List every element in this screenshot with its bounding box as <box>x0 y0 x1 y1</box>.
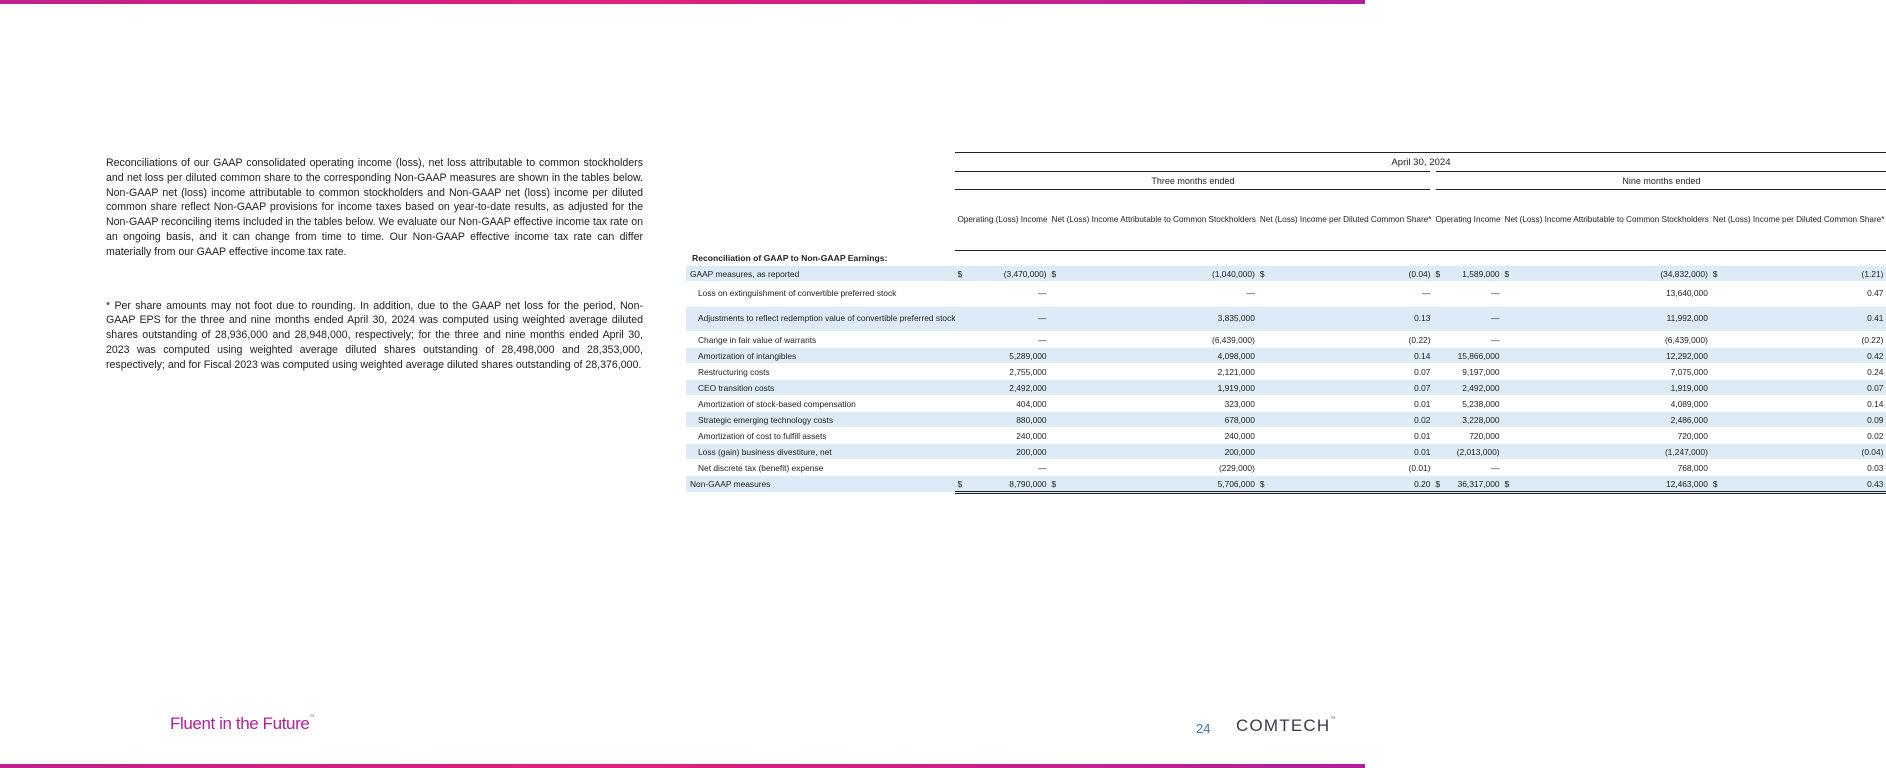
currency-symbol: $ <box>1259 268 1265 279</box>
cell-value: (6,439,000) <box>1050 332 1258 348</box>
cell-value: 1,589,000 <box>1462 268 1500 279</box>
cell-value: 200,000 <box>1050 444 1258 460</box>
cell-value: 0.09 <box>1711 412 1886 428</box>
cell-value: 0.07 <box>1258 364 1434 380</box>
cell-value: 1,919,000 <box>1503 380 1711 396</box>
cell-value: 7,075,000 <box>1503 364 1711 380</box>
col-header: Operating (Loss) Income <box>955 190 1049 251</box>
cell-value: 5,289,000 <box>955 348 1049 364</box>
cell-value: (0.22) <box>1711 332 1886 348</box>
row-label: Loss (gain) business divestiture, net <box>686 444 955 460</box>
cell-value: (2,013,000) <box>1433 444 1502 460</box>
cell-value: 240,000 <box>955 428 1049 444</box>
cell-value: 0.24 <box>1711 364 1886 380</box>
cell-value: 2,486,000 <box>1503 412 1711 428</box>
table-row <box>686 428 1886 444</box>
cell-value: 0.07 <box>1711 380 1886 396</box>
cell-value: — <box>955 307 1049 332</box>
section-header-row <box>686 251 1886 267</box>
cell-value: 720,000 <box>1433 428 1502 444</box>
cell-value: (3,470,000) <box>1003 268 1047 279</box>
cell-value: 12,463,000 <box>1665 478 1708 489</box>
cell-value: 0.43 <box>1867 478 1884 489</box>
table-date-header-row <box>686 153 1886 172</box>
cell-value: 11,992,000 <box>1503 307 1711 332</box>
cell-value: 12,292,000 <box>1503 348 1711 364</box>
table-column-header-row <box>686 190 1886 251</box>
cell-value: — <box>1433 307 1502 332</box>
cell-value: 5,706,000 <box>1217 478 1255 489</box>
cell-value: (1,040,000) <box>1212 268 1255 279</box>
cell-value: — <box>955 332 1049 348</box>
table-period-header-row <box>686 172 1886 190</box>
currency-symbol: $ <box>1712 478 1718 489</box>
col-header: Operating Income <box>1433 190 1502 251</box>
table-row <box>686 444 1886 460</box>
page-number: 24 <box>1196 721 1211 736</box>
row-label: GAAP measures, as reported <box>686 266 955 282</box>
cell-value: — <box>955 282 1049 307</box>
logo-trademark: ™ <box>1330 716 1336 722</box>
cell-value: 3,228,000 <box>1433 412 1502 428</box>
cell-value: 0.47 <box>1711 282 1886 307</box>
cell-value: (0.04) <box>1711 444 1886 460</box>
commentary-text <box>106 156 643 373</box>
cell-value: (229,000) <box>1050 460 1258 476</box>
cell-value: 15,866,000 <box>1433 348 1502 364</box>
table-row <box>686 348 1886 364</box>
cell-value: 0.13 <box>1258 307 1434 332</box>
row-label: Strategic emerging technology costs <box>686 412 955 428</box>
cell-value: (0.22) <box>1258 332 1434 348</box>
cell-value: 4,089,000 <box>1503 396 1711 412</box>
cell-value: 36,317,000 <box>1457 478 1500 489</box>
table-row <box>686 332 1886 348</box>
table-row <box>686 380 1886 396</box>
cell-value: 0.07 <box>1258 380 1434 396</box>
cell-value: 0.01 <box>1258 428 1434 444</box>
cell-value: 0.02 <box>1711 428 1886 444</box>
section-title: Reconciliation of GAAP to Non-GAAP Earnings: <box>692 252 888 263</box>
currency-symbol: $ <box>1435 478 1441 489</box>
currency-symbol: $ <box>1504 268 1510 279</box>
cell-value: 0.14 <box>1711 396 1886 412</box>
cell-value: 2,121,000 <box>1050 364 1258 380</box>
row-label: Amortization of intangibles <box>686 348 955 364</box>
cell-value: 2,492,000 <box>1433 380 1502 396</box>
cell-value: (34,832,000) <box>1660 268 1708 279</box>
cell-value: 0.01 <box>1258 396 1434 412</box>
period-three-months: Three months ended <box>955 172 1433 190</box>
cell-value: — <box>1258 282 1434 307</box>
cell-value: 0.03 <box>1711 460 1886 476</box>
cell-value: (6,439,000) <box>1503 332 1711 348</box>
cell-value: — <box>1050 282 1258 307</box>
cell-value: 0.20 <box>1414 478 1431 489</box>
cell-value: 768,000 <box>1503 460 1711 476</box>
row-label: CEO transition costs <box>686 380 955 396</box>
currency-symbol: $ <box>1435 268 1441 279</box>
col-header: Net (Loss) Income per Diluted Common Share* <box>1711 190 1886 251</box>
currency-symbol: $ <box>957 478 963 489</box>
row-label: Amortization of stock-based compensation <box>686 396 955 412</box>
cell-value: 1,919,000 <box>1050 380 1258 396</box>
date-header: April 30, 2024 <box>955 153 1886 172</box>
cell-value: 240,000 <box>1050 428 1258 444</box>
table-row <box>686 396 1886 412</box>
table-row <box>686 282 1886 307</box>
footnote-paragraph: * Per share amounts may not foot due to rounding. In addition, due to the GAAP net loss for the period, Non-GAAP EPS for the three and nine months ended April 30, 2024 was computed using weighted average diluted shares outstanding of 28,936,000 and 28,948,000, respectively; for the three and nine months ended April 30, 2023 was computed using weighted average diluted shares outstanding of 28,498,000 and 28,353,000, respectively; and for Fiscal 2023 was computed using weighted average diluted shares outstanding of 28,376,000. <box>106 299 643 371</box>
cell-value: — <box>1433 282 1502 307</box>
cell-value: 720,000 <box>1503 428 1711 444</box>
cell-value: (0.01) <box>1258 460 1434 476</box>
cell-value: 880,000 <box>955 412 1049 428</box>
row-label: Loss on extinguishment of convertible preferred stock <box>686 282 955 307</box>
bottom-accent-bar <box>0 764 1365 768</box>
currency-symbol: $ <box>957 268 963 279</box>
table-row <box>686 364 1886 380</box>
cell-value: 2,755,000 <box>955 364 1049 380</box>
cell-value: 4,098,000 <box>1050 348 1258 364</box>
cell-value: (1,247,000) <box>1503 444 1711 460</box>
cell-value: (0.04) <box>1408 268 1431 279</box>
currency-symbol: $ <box>1051 268 1057 279</box>
table-total-row <box>686 476 1886 493</box>
cell-value: 5,238,000 <box>1433 396 1502 412</box>
row-label: Change in fair value of warrants <box>686 332 955 348</box>
col-header: Net (Loss) Income per Diluted Common Share* <box>1258 190 1434 251</box>
cell-value: 0.42 <box>1711 348 1886 364</box>
table-row <box>686 307 1886 332</box>
col-header: Net (Loss) Income Attributable to Common Stockholders <box>1050 190 1258 251</box>
currency-symbol: $ <box>1259 478 1265 489</box>
table-row <box>686 412 1886 428</box>
top-accent-bar <box>0 0 1365 4</box>
cell-value: 0.14 <box>1258 348 1434 364</box>
cell-value: 0.01 <box>1258 444 1434 460</box>
cell-value: 0.41 <box>1711 307 1886 332</box>
currency-symbol: $ <box>1051 478 1057 489</box>
table-row <box>686 266 1886 282</box>
cell-value: 13,640,000 <box>1503 282 1711 307</box>
row-label: Adjustments to reflect redemption value of convertible preferred stock <box>686 307 955 332</box>
cell-value: (1.21) <box>1861 268 1884 279</box>
table-row <box>686 460 1886 476</box>
cell-value: 3,835,000 <box>1050 307 1258 332</box>
cell-value: — <box>1433 332 1502 348</box>
intro-paragraph: Reconciliations of our GAAP consolidated operating income (loss), net loss attributable to common stockholders and net loss per diluted common share to the corresponding Non-GAAP measures are shown in the tables below. Non-GAAP net (loss) income attributable to common stockholders and Non-GAAP net (loss) income per diluted common share reflect Non-GAAP provisions for income taxes based on year-to-date results, as adjusted for the Non-GAAP reconciling items included in the tables below. We evaluate our Non-GAAP effective income tax rate on an ongoing basis, and it can change from time to time. Our Non-GAAP effective income tax rate can differ materially from our GAAP effective income tax rate. <box>106 157 643 258</box>
cell-value: — <box>1433 460 1502 476</box>
cell-value: 9,197,000 <box>1433 364 1502 380</box>
cell-value: 0.02 <box>1258 412 1434 428</box>
col-header: Net (Loss) Income Attributable to Common Stockholders <box>1503 190 1711 251</box>
period-nine-months: Nine months ended <box>1433 172 1886 190</box>
row-label: Net discrete tax (benefit) expense <box>686 460 955 476</box>
reconciliation-table <box>686 152 1886 494</box>
cell-value: 8,790,000 <box>1009 478 1047 489</box>
trademark: ™ <box>309 714 315 720</box>
row-label: Non-GAAP measures <box>686 476 955 493</box>
comtech-logo: COMTECH™ <box>1236 716 1336 735</box>
cell-value: 200,000 <box>955 444 1049 460</box>
row-label: Restructuring costs <box>686 364 955 380</box>
footer-tagline: Fluent in the Future™ <box>170 714 315 733</box>
cell-value: 678,000 <box>1050 412 1258 428</box>
row-label: Amortization of cost to fulfill assets <box>686 428 955 444</box>
currency-symbol: $ <box>1712 268 1718 279</box>
currency-symbol: $ <box>1504 478 1510 489</box>
cell-value: — <box>955 460 1049 476</box>
cell-value: 2,492,000 <box>955 380 1049 396</box>
cell-value: 404,000 <box>955 396 1049 412</box>
cell-value: 323,000 <box>1050 396 1258 412</box>
